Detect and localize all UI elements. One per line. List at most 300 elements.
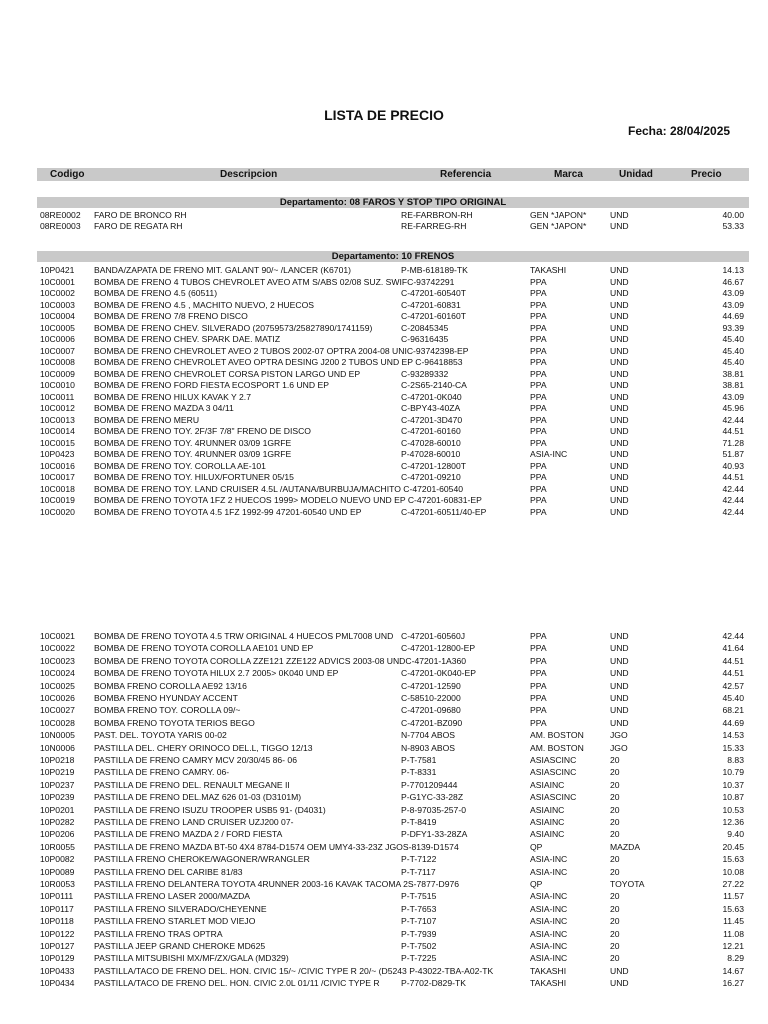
cell-codigo: 10C0006	[40, 334, 75, 344]
table-row	[37, 705, 749, 716]
cell-referencia: C-2S65-2140-CA	[401, 380, 467, 390]
cell-descripcion: PASTILLA MITSUBISHI MX/MF/ZX/GALA (MD329)	[94, 953, 289, 964]
table-row	[37, 842, 749, 853]
cell-descripcion: BOMBA DE FRENO 4.5 (60511)	[94, 288, 218, 298]
cell-marca: PPA	[530, 717, 547, 728]
cell-precio: 44.69	[722, 717, 744, 728]
cell-marca: ASIA-INC	[530, 941, 568, 951]
cell-unidad: 20	[610, 817, 620, 827]
cell-descripcion: BOMBA DE FRENO 4 TUBOS CHEVROLET AVEO ATM S/ABS 02/08 SUZ. SWIFC-93742291	[94, 276, 455, 287]
table-row	[37, 323, 749, 334]
cell-unidad: 20	[610, 916, 620, 927]
cell-unidad: 20	[610, 829, 620, 840]
cell-precio: 51.87	[722, 449, 744, 459]
cell-unidad: UND	[610, 276, 629, 287]
cell-precio: 11.57	[723, 891, 744, 902]
cell-referencia: C-47201-09210	[401, 472, 461, 482]
cell-marca: ASIAINC	[530, 779, 565, 790]
cell-precio: 12.36	[722, 817, 744, 827]
cell-descripcion: BOMBA DE FRENO FORD FIESTA ECOSPORT 1.6 UND EP	[94, 380, 329, 390]
cell-codigo: 10P0433	[40, 965, 75, 976]
table-row	[37, 438, 749, 449]
cell-referencia: P-T-7502	[401, 941, 437, 951]
cell-unidad: UND	[610, 631, 629, 641]
cell-referencia: P-T-7581	[401, 755, 437, 765]
cell-unidad: JGO	[610, 730, 628, 741]
cell-precio: 14.67	[722, 965, 744, 976]
cell-codigo: 10R0053	[40, 879, 75, 889]
cell-codigo: 10P0089	[40, 866, 75, 877]
table-row	[37, 221, 749, 232]
cell-precio: 14.53	[722, 730, 744, 741]
cell-codigo: 10C0005	[40, 322, 75, 333]
cell-descripcion: BOMBA DE FRENO TOY. LAND CRUISER 4.5L /AUTANA/BURBUJA/MACHITO C-47201-60540	[94, 483, 464, 494]
cell-referencia: RE-FARBRON-RH	[401, 209, 473, 220]
cell-codigo: 10C0026	[40, 693, 75, 703]
cell-codigo: 10C0028	[40, 717, 75, 728]
cell-descripcion: BOMBA DE FRENO MERU	[94, 414, 200, 425]
table-row	[37, 767, 749, 778]
cell-unidad: UND	[610, 978, 629, 989]
cell-descripcion: PASTILLA FRENO CHEROKE/WAGONER/WRANGLER	[94, 854, 310, 865]
table-row	[37, 854, 749, 865]
cell-precio: 43.09	[722, 391, 744, 402]
table-row	[37, 730, 749, 741]
cell-referencia: P-47028-60010	[401, 449, 461, 459]
cell-descripcion: BOMBA DE FRENO TOYOTA HILUX 2.7 2005> 0K040 UND EP	[94, 668, 339, 679]
cell-marca: QP	[530, 879, 543, 889]
cell-referencia: C-20845345	[401, 322, 449, 333]
cell-descripcion: PASTILLA DE FRENO LAND CRUISER UZJ200 07-	[94, 817, 294, 827]
cell-codigo: 10C0024	[40, 668, 75, 679]
cell-precio: 45.40	[722, 334, 744, 344]
cell-codigo: 10P0206	[40, 829, 75, 840]
cell-unidad: 20	[610, 854, 620, 865]
cell-referencia: C-47201-60160	[401, 426, 461, 436]
cell-precio: 10.37	[722, 779, 744, 790]
cell-marca: QP	[530, 841, 543, 852]
cell-codigo: 10P0434	[40, 978, 75, 989]
column-header-row	[37, 168, 749, 181]
cell-descripcion: PASTILLA DE FRENO CAMRY MCV 20/30/45 86- 06	[94, 755, 297, 765]
cell-codigo: 10C0003	[40, 299, 75, 310]
col-codigo: Codigo	[50, 169, 85, 180]
cell-unidad: UND	[610, 391, 629, 402]
cell-marca: ASIA-INC	[530, 903, 568, 914]
table-row	[37, 941, 749, 952]
cell-descripcion: PASTILLA JEEP GRAND CHEROKE MD625	[94, 941, 266, 951]
table-row	[37, 780, 749, 791]
table-row	[37, 210, 749, 221]
cell-descripcion: BOMBA DE FRENO TOYOTA 4.5 TRW ORIGINAL 4 HUECOS PML7008 UND	[94, 631, 394, 641]
cell-unidad: UND	[610, 368, 629, 379]
cell-marca: PPA	[530, 680, 547, 691]
cell-codigo: 10P0218	[40, 755, 75, 765]
cell-codigo: 10C0027	[40, 705, 75, 716]
cell-descripcion: BOMBA DE FRENO CHEV. SILVERADO (20759573/25827890/1741159)	[94, 322, 373, 333]
table-row	[37, 668, 749, 679]
cell-unidad: UND	[610, 483, 629, 494]
cell-unidad: UND	[610, 221, 629, 231]
cell-precio: 41.64	[722, 643, 744, 654]
cell-unidad: 20	[610, 953, 620, 964]
cell-unidad: UND	[610, 668, 629, 679]
col-precio: Precio	[691, 169, 722, 180]
cell-unidad: UND	[610, 655, 629, 666]
cell-codigo: 08RE0002	[40, 209, 81, 220]
cell-precio: 15.63	[722, 903, 744, 914]
cell-precio: 93.39	[722, 322, 744, 333]
cell-descripcion: BOMBA DE FRENO TOYOTA 4.5 1FZ 1992-99 47201-60540 UND EP	[94, 506, 362, 517]
cell-descripcion: PAST. DEL. TOYOTA YARIS 00-02	[94, 730, 227, 741]
cell-unidad: UND	[610, 643, 629, 654]
cell-precio: 10.53	[722, 804, 744, 815]
cell-codigo: 10N0006	[40, 742, 75, 753]
cell-marca: PPA	[530, 506, 547, 517]
cell-unidad: UND	[610, 299, 629, 310]
cell-marca: PPA	[530, 414, 547, 425]
cell-codigo: 10N0005	[40, 730, 75, 741]
cell-codigo: 10C0004	[40, 311, 75, 321]
cell-descripcion: PASTILLA FRENO LASER 2000/MAZDA	[94, 891, 251, 902]
cell-marca: PPA	[530, 655, 547, 666]
cell-codigo: 10C0009	[40, 368, 75, 379]
cell-marca: ASIAINC	[530, 804, 565, 815]
cell-precio: 15.33	[722, 742, 744, 753]
cell-referencia: C-47201-60511/40-EP	[401, 506, 487, 517]
cell-precio: 15.63	[722, 854, 744, 865]
cell-precio: 12.21	[722, 941, 744, 951]
cell-referencia: P-T-7515	[401, 891, 437, 902]
cell-unidad: 20	[610, 941, 620, 951]
table-row	[37, 426, 749, 437]
cell-marca: PPA	[530, 483, 547, 494]
department-header: Departamento: 08 FAROS Y STOP TIPO ORIGINAL	[37, 197, 749, 208]
cell-descripcion: BOMBA DE FRENO CHEV. SPARK DAE. MATIZ	[94, 334, 281, 344]
cell-codigo: 10C0022	[40, 643, 75, 654]
cell-codigo: 10C0014	[40, 426, 75, 436]
cell-codigo: 10P0127	[40, 941, 75, 951]
cell-precio: 9.40	[727, 829, 744, 840]
cell-codigo: 10C0015	[40, 437, 75, 448]
cell-precio: 27.22	[722, 879, 744, 889]
table-row	[37, 718, 749, 729]
cell-referencia: C-58510-22000	[401, 693, 461, 703]
cell-unidad: UND	[610, 311, 629, 321]
cell-marca: PPA	[530, 631, 547, 641]
cell-unidad: UND	[610, 965, 629, 976]
cell-precio: 44.51	[722, 472, 744, 482]
cell-precio: 38.81	[722, 380, 744, 390]
cell-referencia: P-MB-618189-TK	[401, 265, 468, 275]
table-row	[37, 978, 749, 989]
cell-unidad: JGO	[610, 742, 628, 753]
cell-marca: PPA	[530, 391, 547, 402]
cell-precio: 42.44	[722, 631, 744, 641]
cell-codigo: 10P0201	[40, 804, 75, 815]
cell-unidad: UND	[610, 209, 629, 220]
table-row	[37, 507, 749, 518]
cell-marca: PPA	[530, 668, 547, 679]
cell-descripcion: PASTILLA DE FRENO DEL.MAZ 626 01-03 (D3101M)	[94, 792, 302, 803]
cell-unidad: UND	[610, 460, 629, 471]
cell-marca: PPA	[530, 334, 547, 344]
cell-referencia: C-47201-60831	[401, 299, 461, 310]
cell-descripcion: PASTILLA FRENO STARLET MOD VIEJO	[94, 916, 256, 927]
cell-referencia: P-7702-D829-TK	[401, 978, 466, 989]
cell-unidad: UND	[610, 322, 629, 333]
cell-precio: 11.08	[723, 928, 744, 939]
cell-referencia: C-47201-0K040	[401, 391, 462, 402]
cell-codigo: 10C0007	[40, 345, 75, 356]
cell-unidad: UND	[610, 357, 629, 367]
table-row	[37, 966, 749, 977]
cell-marca: TAKASHI	[530, 265, 567, 275]
cell-precio: 42.57	[722, 680, 744, 691]
cell-descripcion: BOMBA DE FRENO HILUX KAVAK Y 2.7	[94, 391, 251, 402]
cell-marca: GEN *JAPON*	[530, 221, 587, 231]
cell-codigo: 10C0013	[40, 414, 75, 425]
cell-referencia: N-8903 ABOS	[401, 742, 455, 753]
cell-marca: PPA	[530, 403, 547, 413]
table-row	[37, 681, 749, 692]
cell-codigo: 10P0122	[40, 928, 75, 939]
cell-codigo: 10C0017	[40, 472, 75, 482]
table-row	[37, 346, 749, 357]
cell-descripcion: PASTILLA FRENO DEL CARIBE 81/83	[94, 866, 243, 877]
table-row	[37, 891, 749, 902]
cell-codigo: 10C0019	[40, 495, 75, 505]
cell-marca: AM. BOSTON	[530, 730, 584, 741]
table-row	[37, 953, 749, 964]
date-label: Fecha: 28/04/2025	[628, 124, 731, 138]
cell-marca: PPA	[530, 472, 547, 482]
cell-precio: 42.44	[722, 414, 744, 425]
table-row	[37, 916, 749, 927]
cell-descripcion: PASTILLA DE FRENO DEL. RENAULT MEGANE II	[94, 779, 290, 790]
table-row	[37, 755, 749, 766]
table-row	[37, 300, 749, 311]
cell-descripcion: PASTILLA/TACO DE FRENO DEL. HON. CIVIC 15/~ /CIVIC TYPE R 20/~ (D5243 P-43022-TBA-A02-TK	[94, 965, 494, 976]
cell-referencia: P-G1YC-33-28Z	[401, 792, 464, 803]
table-row	[37, 656, 749, 667]
cell-precio: 14.13	[722, 265, 744, 275]
cell-referencia: C-47201-BZ090	[401, 717, 463, 728]
cell-marca: ASIASCINC	[530, 755, 577, 765]
cell-referencia: P-DFY1-33-28ZA	[401, 829, 468, 840]
cell-unidad: UND	[610, 717, 629, 728]
cell-descripcion: BOMBA DE FRENO CHEVROLET AVEO OPTRA DESING J200 2 TUBOS UND EP C-96418853	[94, 357, 463, 367]
table-row	[37, 805, 749, 816]
table-row	[37, 693, 749, 704]
cell-unidad: 20	[610, 767, 620, 778]
cell-codigo: 10P0118	[40, 916, 74, 927]
cell-referencia: P-T-7939	[401, 928, 437, 939]
cell-referencia: P-T-8419	[401, 817, 437, 827]
page-title: LISTA DE PRECIO	[324, 107, 444, 123]
cell-precio: 10.08	[722, 866, 744, 877]
cell-unidad: UND	[610, 705, 629, 716]
cell-unidad: 20	[610, 792, 620, 803]
cell-descripcion: BOMBA FRENO TOYOTA TERIOS BEGO	[94, 717, 255, 728]
table-row	[37, 867, 749, 878]
cell-descripcion: PASTILLA FRENO DELANTERA TOYOTA 4RUNNER 2003-16 KAVAK TACOMA 2S-7877-D976	[94, 879, 460, 889]
cell-codigo: 10C0008	[40, 357, 75, 367]
cell-referencia: C-93289332	[401, 368, 449, 379]
cell-referencia: P-T-8331	[401, 767, 437, 778]
cell-precio: 10.79	[722, 767, 744, 778]
cell-marca: PPA	[530, 299, 547, 310]
cell-unidad: UND	[610, 403, 629, 413]
cell-precio: 8.83	[727, 755, 744, 765]
table-row	[37, 357, 749, 368]
table-row	[37, 792, 749, 803]
cell-descripcion: PASTILLA DE FRENO MAZDA 2 / FORD FIESTA	[94, 829, 283, 840]
cell-marca: ASIA-INC	[530, 449, 568, 459]
cell-precio: 11.45	[723, 916, 744, 927]
cell-marca: ASIAINC	[530, 817, 565, 827]
cell-unidad: TOYOTA	[610, 879, 645, 889]
col-descripcion: Descripcion	[220, 169, 278, 180]
col-referencia: Referencia	[440, 169, 492, 180]
table-row	[37, 449, 749, 460]
cell-descripcion: BOMBA DE FRENO CHEVROLET CORSA PISTON LARGO UND EP	[94, 368, 361, 379]
cell-codigo: 10P0237	[40, 779, 75, 790]
cell-descripcion: BOMBA DE FRENO TOYOTA COROLLA ZZE121 ZZE122 ADVICS 2003-08 UNDC-47201-1A360	[94, 655, 467, 666]
table-row	[37, 461, 749, 472]
table-row	[37, 904, 749, 915]
cell-descripcion: BOMBA DE FRENO 7/8 FRENO DISCO	[94, 311, 248, 321]
cell-descripcion: BOMBA DE FRENO TOYOTA 1FZ 2 HUECOS 1999> MODELO NUEVO UND EP C-47201-60831-EP	[94, 495, 482, 505]
cell-unidad: UND	[610, 426, 629, 436]
cell-unidad: 20	[610, 891, 620, 902]
cell-codigo: 10P0423	[40, 449, 75, 459]
cell-marca: PPA	[530, 643, 547, 654]
cell-precio: 42.44	[722, 495, 744, 505]
cell-marca: PPA	[530, 276, 547, 287]
cell-unidad: UND	[610, 693, 629, 703]
cell-referencia: C-47201-12800-EP	[401, 643, 476, 654]
cell-unidad: 20	[610, 866, 620, 877]
cell-descripcion: PASTILLA FRENO TRAS OPTRA	[94, 928, 223, 939]
cell-referencia: P-T-7107	[401, 916, 437, 927]
cell-referencia: P-T-7117	[401, 866, 436, 877]
cell-codigo: 10C0018	[40, 483, 75, 494]
cell-unidad: UND	[610, 495, 629, 505]
cell-codigo: 10C0002	[40, 288, 75, 298]
cell-unidad: 20	[610, 755, 620, 765]
cell-marca: AM. BOSTON	[530, 742, 584, 753]
cell-precio: 46.67	[722, 276, 744, 287]
cell-referencia: N-7704 ABOS	[401, 730, 455, 741]
cell-codigo: 10R0055	[40, 841, 75, 852]
cell-unidad: UND	[610, 472, 629, 482]
cell-descripcion: BOMBA DE FRENO TOY. 2F/3F 7/8" FRENO DE DISCO	[94, 426, 311, 436]
cell-precio: 42.44	[722, 483, 744, 494]
cell-codigo: 10C0011	[40, 391, 75, 402]
table-row	[37, 643, 749, 654]
cell-descripcion: BOMBA FRENO HYUNDAY ACCENT	[94, 693, 238, 703]
cell-descripcion: BOMBA DE FRENO MAZDA 3 04/11	[94, 403, 234, 413]
table-row	[37, 265, 749, 276]
cell-marca: ASIA-INC	[530, 854, 568, 865]
cell-unidad: UND	[610, 437, 629, 448]
cell-codigo: 10P0117	[40, 903, 74, 914]
cell-descripcion: PASTILLA DEL. CHERY ORINOCO DEL.L, TIGGO 12/13	[94, 742, 313, 753]
cell-descripcion: PASTILLA FRENO SILVERADO/CHEYENNE	[94, 903, 267, 914]
cell-unidad: UND	[610, 449, 629, 459]
cell-referencia: C-47028-60010	[401, 437, 461, 448]
cell-descripcion: PASTILLA DE FRENO CAMRY. 06-	[94, 767, 230, 778]
cell-codigo: 10C0021	[40, 631, 75, 641]
cell-referencia: C-47201-0K040-EP	[401, 668, 477, 679]
cell-unidad: UND	[610, 334, 629, 344]
cell-marca: PPA	[530, 495, 547, 505]
cell-marca: ASIA-INC	[530, 866, 568, 877]
table-row	[37, 495, 749, 506]
cell-descripcion: PASTILLA/TACO DE FRENO DEL. HON. CIVIC 2.0L 01/11 /CIVIC TYPE R	[94, 978, 380, 989]
cell-marca: ASIASCINC	[530, 767, 577, 778]
cell-marca: PPA	[530, 426, 547, 436]
cell-marca: TAKASHI	[530, 965, 567, 976]
cell-referencia: P-T-7225	[401, 953, 437, 964]
cell-descripcion: FARO DE REGATA RH	[94, 221, 183, 231]
cell-marca: PPA	[530, 693, 547, 703]
cell-codigo: 10C0012	[40, 403, 75, 413]
table-row	[37, 484, 749, 495]
cell-precio: 45.96	[722, 403, 744, 413]
cell-marca: PPA	[530, 460, 547, 471]
cell-marca: PPA	[530, 380, 547, 390]
cell-marca: PPA	[530, 437, 547, 448]
col-marca: Marca	[554, 169, 583, 180]
table-row	[37, 380, 749, 391]
cell-precio: 10.87	[722, 792, 744, 803]
cell-referencia: C-47201-09680	[401, 705, 461, 716]
cell-marca: PPA	[530, 311, 547, 321]
cell-marca: TAKASHI	[530, 978, 567, 989]
department-header: Departamento: 10 FRENOS	[37, 251, 749, 262]
cell-referencia: C-47201-60160T	[401, 311, 466, 321]
cell-referencia: C-BPY43-40ZA	[401, 403, 461, 413]
table-row	[37, 472, 749, 483]
cell-marca: ASIA-INC	[530, 916, 568, 927]
cell-precio: 68.21	[722, 705, 744, 716]
cell-precio: 45.40	[722, 345, 744, 356]
cell-marca: PPA	[530, 322, 547, 333]
cell-precio: 8.29	[727, 953, 744, 964]
table-row	[37, 369, 749, 380]
cell-marca: GEN *JAPON*	[530, 209, 587, 220]
cell-codigo: 10C0025	[40, 680, 75, 691]
cell-marca: PPA	[530, 357, 547, 367]
cell-precio: 40.00	[722, 209, 744, 220]
cell-precio: 44.51	[722, 655, 744, 666]
table-row	[37, 829, 749, 840]
cell-unidad: UND	[610, 345, 629, 356]
cell-codigo: 10C0001	[40, 276, 75, 287]
cell-codigo: 10C0023	[40, 655, 75, 666]
cell-unidad: MAZDA	[610, 841, 641, 852]
cell-precio: 44.51	[722, 668, 744, 679]
cell-precio: 45.40	[722, 357, 744, 367]
cell-precio: 45.40	[722, 693, 744, 703]
cell-unidad: 20	[610, 928, 620, 939]
cell-codigo: 08RE0003	[40, 221, 81, 231]
cell-precio: 53.33	[722, 221, 744, 231]
cell-descripcion: BOMBA FRENO TOY. COROLLA 09/~	[94, 705, 241, 716]
cell-referencia: P-8-97035-257-0	[401, 804, 466, 815]
